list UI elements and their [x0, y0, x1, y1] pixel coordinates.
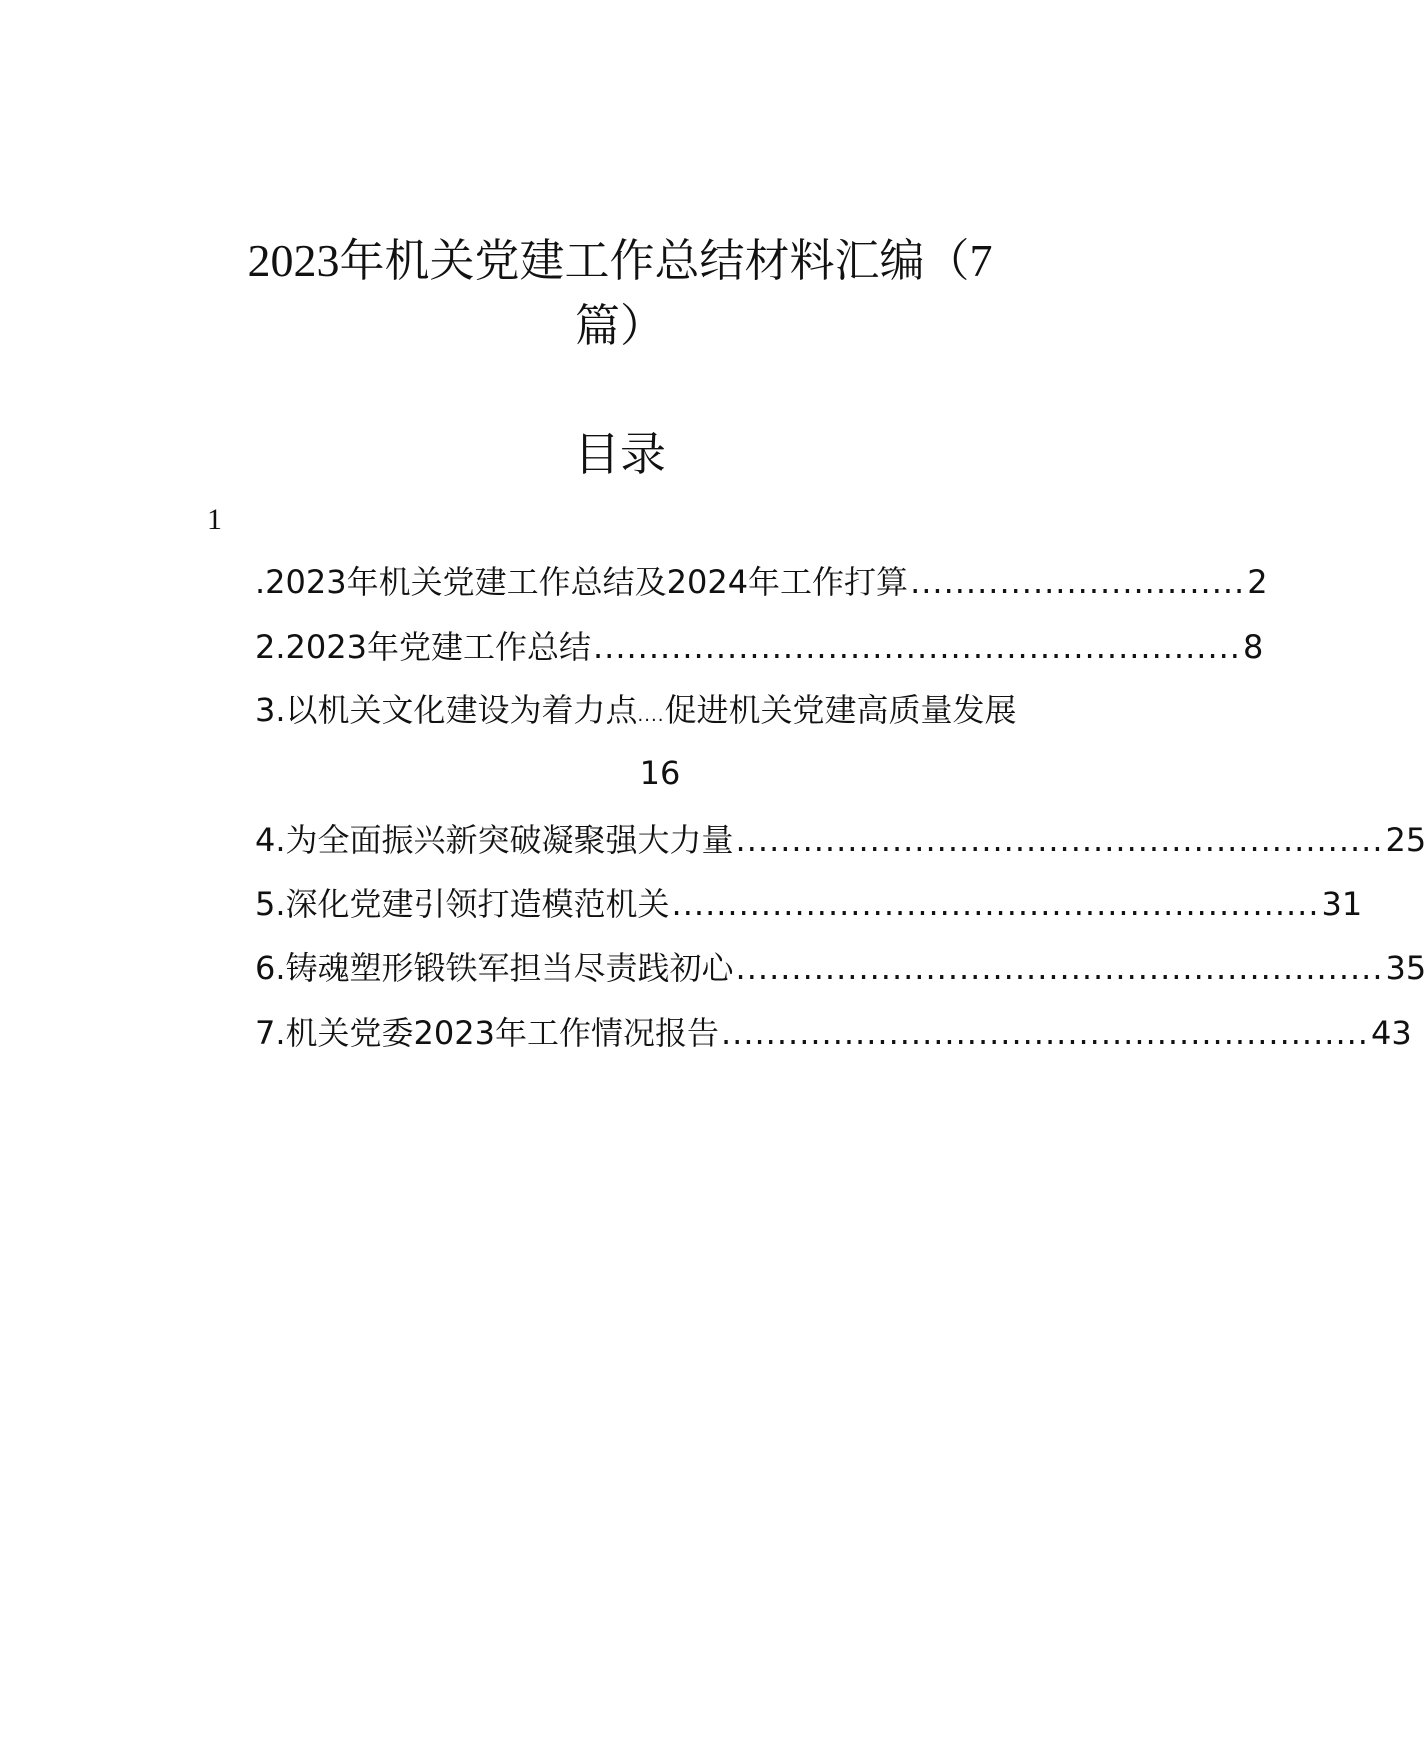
toc-entry-text: 7.机关党委2023年工作情况报告 [255, 1014, 719, 1052]
toc-leader-dots: .......................................................... [720, 1014, 1369, 1052]
toc-entry-5[interactable] [255, 882, 1363, 926]
document-title-line-2: 篇） [574, 299, 665, 352]
toc-entry-6[interactable] [255, 946, 1426, 990]
document-title-line-1 [200, 229, 1040, 293]
toc-page-number: 2 [1247, 563, 1268, 601]
toc-leader-dots: .............................. [910, 563, 1246, 601]
toc-page-number: 8 [1242, 628, 1264, 666]
toc-entry-text: 3.以机关文化建设为着力点 [255, 691, 638, 729]
toc-entry-text: 5.深化党建引领打造模范机关 [255, 885, 670, 923]
toc-entry-4[interactable] [255, 818, 1426, 862]
toc-leader-dots: .......................................................... [671, 885, 1320, 923]
toc-page-number: 35 [1385, 949, 1426, 987]
toc-entry-text: 6.铸魂塑形锻铁军担当尽责践初心 [255, 949, 734, 987]
title-count: 7 [969, 235, 993, 286]
stray-number: 1 [207, 503, 222, 536]
toc-page-number: 31 [1321, 885, 1363, 923]
toc-leader-dots: .......................................................... [735, 949, 1384, 987]
toc-page-number: 25 [1385, 821, 1426, 859]
toc-entry-3[interactable] [255, 688, 1045, 738]
toc-entry-7[interactable] [255, 1011, 1412, 1055]
toc-entry-text: 4.为全面振兴新突破凝聚强大力量 [255, 821, 734, 859]
title-year: 2023 [247, 235, 340, 286]
toc-leader-dots: .......................................................... [735, 821, 1384, 859]
toc-entry-text: 2.2023年党建工作总结 [255, 628, 591, 666]
toc-page-number: 43 [1370, 1014, 1412, 1052]
title-text: 年机关党建工作总结材料汇编（ [339, 234, 970, 287]
toc-entry-text: .2023年机关党建工作总结及2024年工作打算 [255, 563, 909, 601]
toc-heading: 目录 [574, 427, 666, 481]
toc-entry-1[interactable] [255, 560, 1268, 604]
toc-entry-text-continued: 促进机关党建高质量发展 [664, 691, 1017, 729]
toc-page-number: 16 [639, 754, 681, 792]
toc-leader-dots: .......................................................... [592, 628, 1241, 666]
toc-entry-2[interactable] [255, 625, 1264, 669]
toc-leader-dots: .... [637, 705, 665, 726]
